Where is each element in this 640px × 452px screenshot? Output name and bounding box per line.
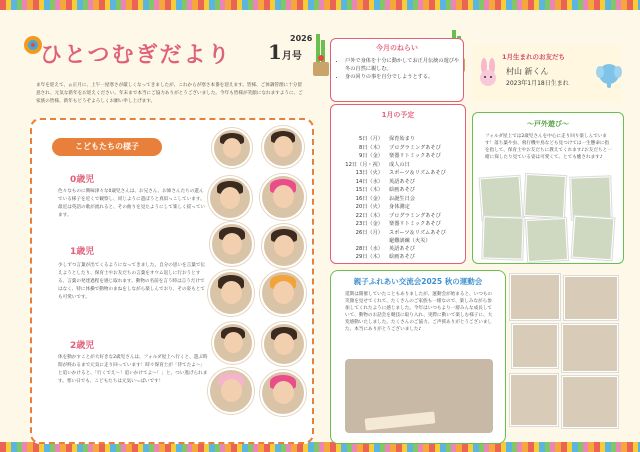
sports-day-box [330, 270, 506, 444]
monthly-aim-item: • 戸外で身体を十分に動かしてお正月伝統の遊びや冬の自然に親しむ。 [345, 57, 463, 73]
outdoor-photo [524, 174, 566, 218]
kadomatsu-icon [310, 30, 332, 80]
schedule-heading: 1月の予定 [381, 111, 415, 119]
schedule-event: 楽器リトミックあそび [389, 153, 441, 159]
group-photo [345, 359, 493, 433]
child-photo [262, 126, 304, 168]
elephant-icon [596, 58, 622, 92]
schedule-event: 絵画あそび [389, 187, 415, 193]
schedule-event: 避難訓練（火災） [389, 237, 431, 244]
outdoor-play-heading: 〜戸外遊び〜 [527, 120, 569, 128]
child-photo [262, 322, 306, 366]
monthly-aims-box [330, 38, 464, 102]
schedule-event: スポーツ＆リズムあそび [389, 229, 446, 236]
newsletter-title: ひとつむぎだより [40, 42, 232, 68]
kids-section-heading: こどもたちの様子 [52, 138, 162, 156]
child-photo [260, 270, 306, 316]
schedule-event: 楽器リトミックあそび [389, 221, 441, 227]
event-banner [365, 411, 436, 430]
monthly-aims-list [331, 57, 463, 81]
age-heading-0: 0歳児 [70, 175, 95, 185]
event-photo [510, 374, 558, 426]
child-photo [212, 322, 254, 364]
outdoor-photo [526, 218, 568, 262]
age-heading-1: 1歳児 [70, 247, 95, 257]
monthly-aims-heading: 今月のねらい [376, 44, 418, 52]
schedule-date: 28日（水） [355, 246, 383, 252]
schedule-event: 成人の日 [389, 161, 410, 168]
schedule-event: 英語あそび [389, 178, 415, 185]
schedule-date: 13日（火） [355, 170, 383, 176]
child-photo [208, 270, 254, 316]
schedule-event: プログラミングあそび [389, 212, 441, 219]
schedule-date: 22日（木） [355, 212, 383, 219]
schedule-date: 14日（水） [355, 178, 383, 185]
age-text-2: 体を動かすことが大好きな2歳児さんは、フォルダ屋上へ行くと、遊ぶ時間が終わるまで元気に走り回っています！時々保育士が「待てたよ〜」と追いかけると、「行くでえ〜！追いかけてよ〜！」と、つい逃げられます。寒い日でも、こどもたちは元気いっぱいです！ [58, 355, 208, 384]
event-photo [562, 324, 618, 372]
sports-day-text: 延期は開催していたこともありましたが、運動会が始まると、いつもの笑顔を見せてくれて、たくさんのご家族も一緒なので、楽しみながら参加してくれたように感じました。今年はいつもより一層みんな成長していて、動物のお話会を競技に取り入れ、実際に動いて楽しむ様子に、大変感動いたしました。たくさんのご協力、ご声援ありがとうございました。本当にありがとうございました♪ [345, 292, 493, 332]
child-photo [260, 370, 306, 416]
event-photo [562, 376, 618, 428]
child-photo [212, 128, 252, 168]
outdoor-photo [480, 176, 523, 221]
child-photo [210, 222, 254, 266]
issue-month-number: 1 [268, 40, 282, 64]
child-photo [260, 174, 306, 220]
confetti-top-border [0, 0, 640, 10]
schedule-event: 英語あそび [389, 246, 415, 252]
schedule-event: 保育始まり [389, 136, 415, 142]
schedule-event: プログラミングあそび [389, 144, 441, 151]
event-photo [510, 274, 560, 320]
schedule-event: スポーツ＆リズムあそび [389, 170, 446, 176]
schedule-event: 絵画あそび [389, 254, 415, 260]
child-photo [208, 368, 254, 414]
outdoor-photo [482, 216, 523, 259]
event-photo [564, 276, 618, 320]
birthday-heading: 1月生まれのお友だち [502, 53, 566, 61]
schedule-date: 9日（金） [358, 153, 383, 159]
outdoor-play-box [472, 112, 624, 264]
schedule-date: 16日（金） [355, 195, 383, 202]
age-heading-2: 2歳児 [70, 341, 95, 351]
monthly-aim-item: • 身の回りの事を自分でしようとする。 [345, 73, 463, 81]
event-photo [512, 324, 558, 368]
issue-year: 2026 [290, 34, 313, 43]
child-photo [262, 224, 306, 268]
age-text-1: 少しずつ言葉が出てくるようになってきました。自分の思いを言葉で伝えようとしたり、保育士やお友だちの言葉をオウム返しに行おうとする、言葉の発達過程を感じ取れます。動物の名前を言う時は言うだけではなく、特に体操で動物のまねをしながら楽しんでおり、その姿もとても可愛いです。 [58, 263, 206, 300]
child-photo [208, 176, 252, 220]
schedule-date: 5日（月） [358, 136, 383, 142]
schedule-date: 15日（木） [355, 187, 383, 193]
intro-text: ま年を迎えて、ぉ正月に、上午一屋寒さが厳しくなってきましたが、これからが寒さ本番を迎えます。皆様、ご体調管理に十分留意され、元気な新年をお迎えください。年末まで本当にご協力ありがとうございました。今年も皆様が笑顔になれますように、ご家族の皆様、新年もどうぞよろしくお願い申し上げます。 [36, 83, 303, 104]
schedule-event: お誕生日会 [389, 195, 415, 202]
schedule-date: 29日（木） [355, 254, 383, 260]
schedule-date: 8日（木） [358, 144, 383, 151]
birthday-child-name: 村山 新くん [506, 67, 549, 76]
sports-day-heading: 親子ふれあい交流会2025 秋の運動会 [353, 277, 483, 286]
schedule-date: 20日（火） [355, 204, 383, 210]
schedule-date: 12日（月・祝） [345, 161, 383, 168]
schedule-box [330, 104, 466, 264]
birthday-date: 2023年1月18日生まれ [506, 80, 569, 87]
outdoor-photo [570, 176, 611, 219]
rabbit-icon [476, 58, 500, 92]
birthday-box [472, 44, 622, 102]
issue-month-suffix: 月号 [281, 51, 302, 62]
issue-month [268, 40, 302, 64]
outdoor-play-text: フォルダ屋上では2歳児さんを中心に走り回り楽しんでいます！落ち葉や虫、飛行機や鳥なども見つけては一生懸命に指を指して、保育士やお友だちに教えてくれます♪お友だちと一緒に探したり見ている姿は可愛くて、とても癒されます♪ [485, 134, 612, 160]
schedule-event: 身体測定 [389, 204, 410, 210]
schedule-date: 26日（月） [355, 229, 383, 236]
outdoor-photo [572, 216, 615, 261]
age-text-0: 色々なものに興味津々な0歳児さんは、お兄さん、お姉さんたちの遊んでいる様子を近くで観察し、同じように遊ぼうと真似っこしています。最近は英語の歌が流れると、その曲りを見たようにして楽しく揺っています。 [58, 189, 206, 218]
schedule-date: 23日（金） [355, 221, 383, 227]
